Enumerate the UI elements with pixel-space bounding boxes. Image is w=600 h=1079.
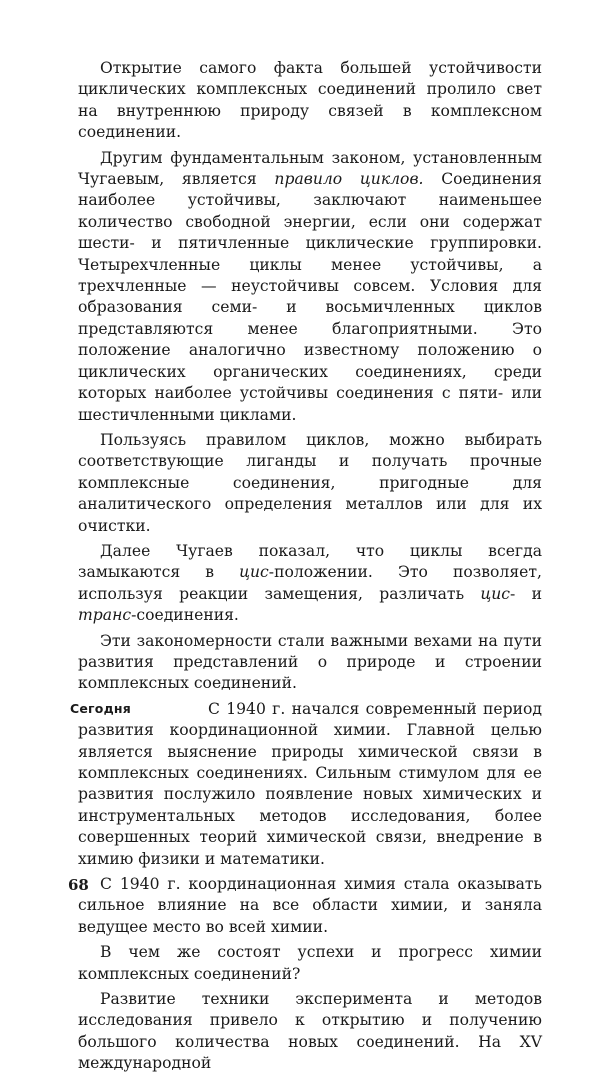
paragraph-8: В чем же состоят успехи и прогресс химии комплексных соединений? [78,943,542,983]
paragraph-9: Развитие техники эксперимента и методов исследования привело к открытию и получению большого количества новых соединений. На XV международной [78,990,542,1073]
paragraph-6: С 1940 г. начался современный период развития координационной химии. Главной целью является выяснение природы химической связи в комплексных соединениях. Сильным стимулом для ее развития послужило появление новых химических и инструментальных методов исследования, более совершенных теорий химической связи, внедрение в химию физики и математики. [78,699,542,868]
page-body [70,58,542,1079]
paragraph-2-text-a: Другим фундаментальным законом, установленным Чугаевым, является [78,148,542,189]
paragraph-7: С 1940 г. координационная химия стала оказывать сильное влияние на все области химии, и заняла ведущее место во всей химии. [78,875,542,936]
section-today [70,699,542,870]
paragraph-4-text-a: Далее Чугаев показал, что циклы всегда замыкаются в [78,541,542,582]
paragraph-3: Пользуясь правилом циклов, можно выбирать соответствующие лиганды и получать прочные комплексные соединения, пригодные для аналитического определения металлов или для их очистки. [78,430,542,535]
paragraph-4-text-c: - и [510,584,542,603]
paragraph-5: Эти закономерности стали важными вехами на пути развития представлений о природе и строении комплексных соединений. [78,631,542,693]
paragraph-1: Открытие самого факта большей устойчивости циклических комплексных соединений пролило свет на внутреннюю природу связей в комплексном соединении. [78,59,542,142]
paragraph-4 [78,541,542,627]
term-trans: транс [78,606,132,625]
term-cis-2: цис [480,584,511,603]
term-rule-of-cycles: правило циклов. [274,170,424,189]
section-label-today: Сегодня [70,700,131,716]
term-cis-1: цис [239,563,269,582]
paragraph-2 [78,148,542,426]
page-number: 68 [68,876,89,894]
paragraph-4-text-b: -положении. Это позволяет, используя реакции замещения, различать [78,563,542,603]
paragraph-2-text-b: Соединения наиболее устойчивы, заключают наименьшее количество свободной энергии, если они содержат шести- и пятичленные циклические группировки. Четырехчленные циклы менее устойчивы, а трехчленные — неустойчивы совсем. Условия для образования семи- и восьмичленных циклов представляются менее благоприятными. Это положение аналогично известному положению о циклических органических соединениях, среди которых наиболее устойчивы соединения с пяти- или шестичленными циклами. [78,170,542,424]
paragraph-4-text-d: -соединения. [131,606,239,625]
